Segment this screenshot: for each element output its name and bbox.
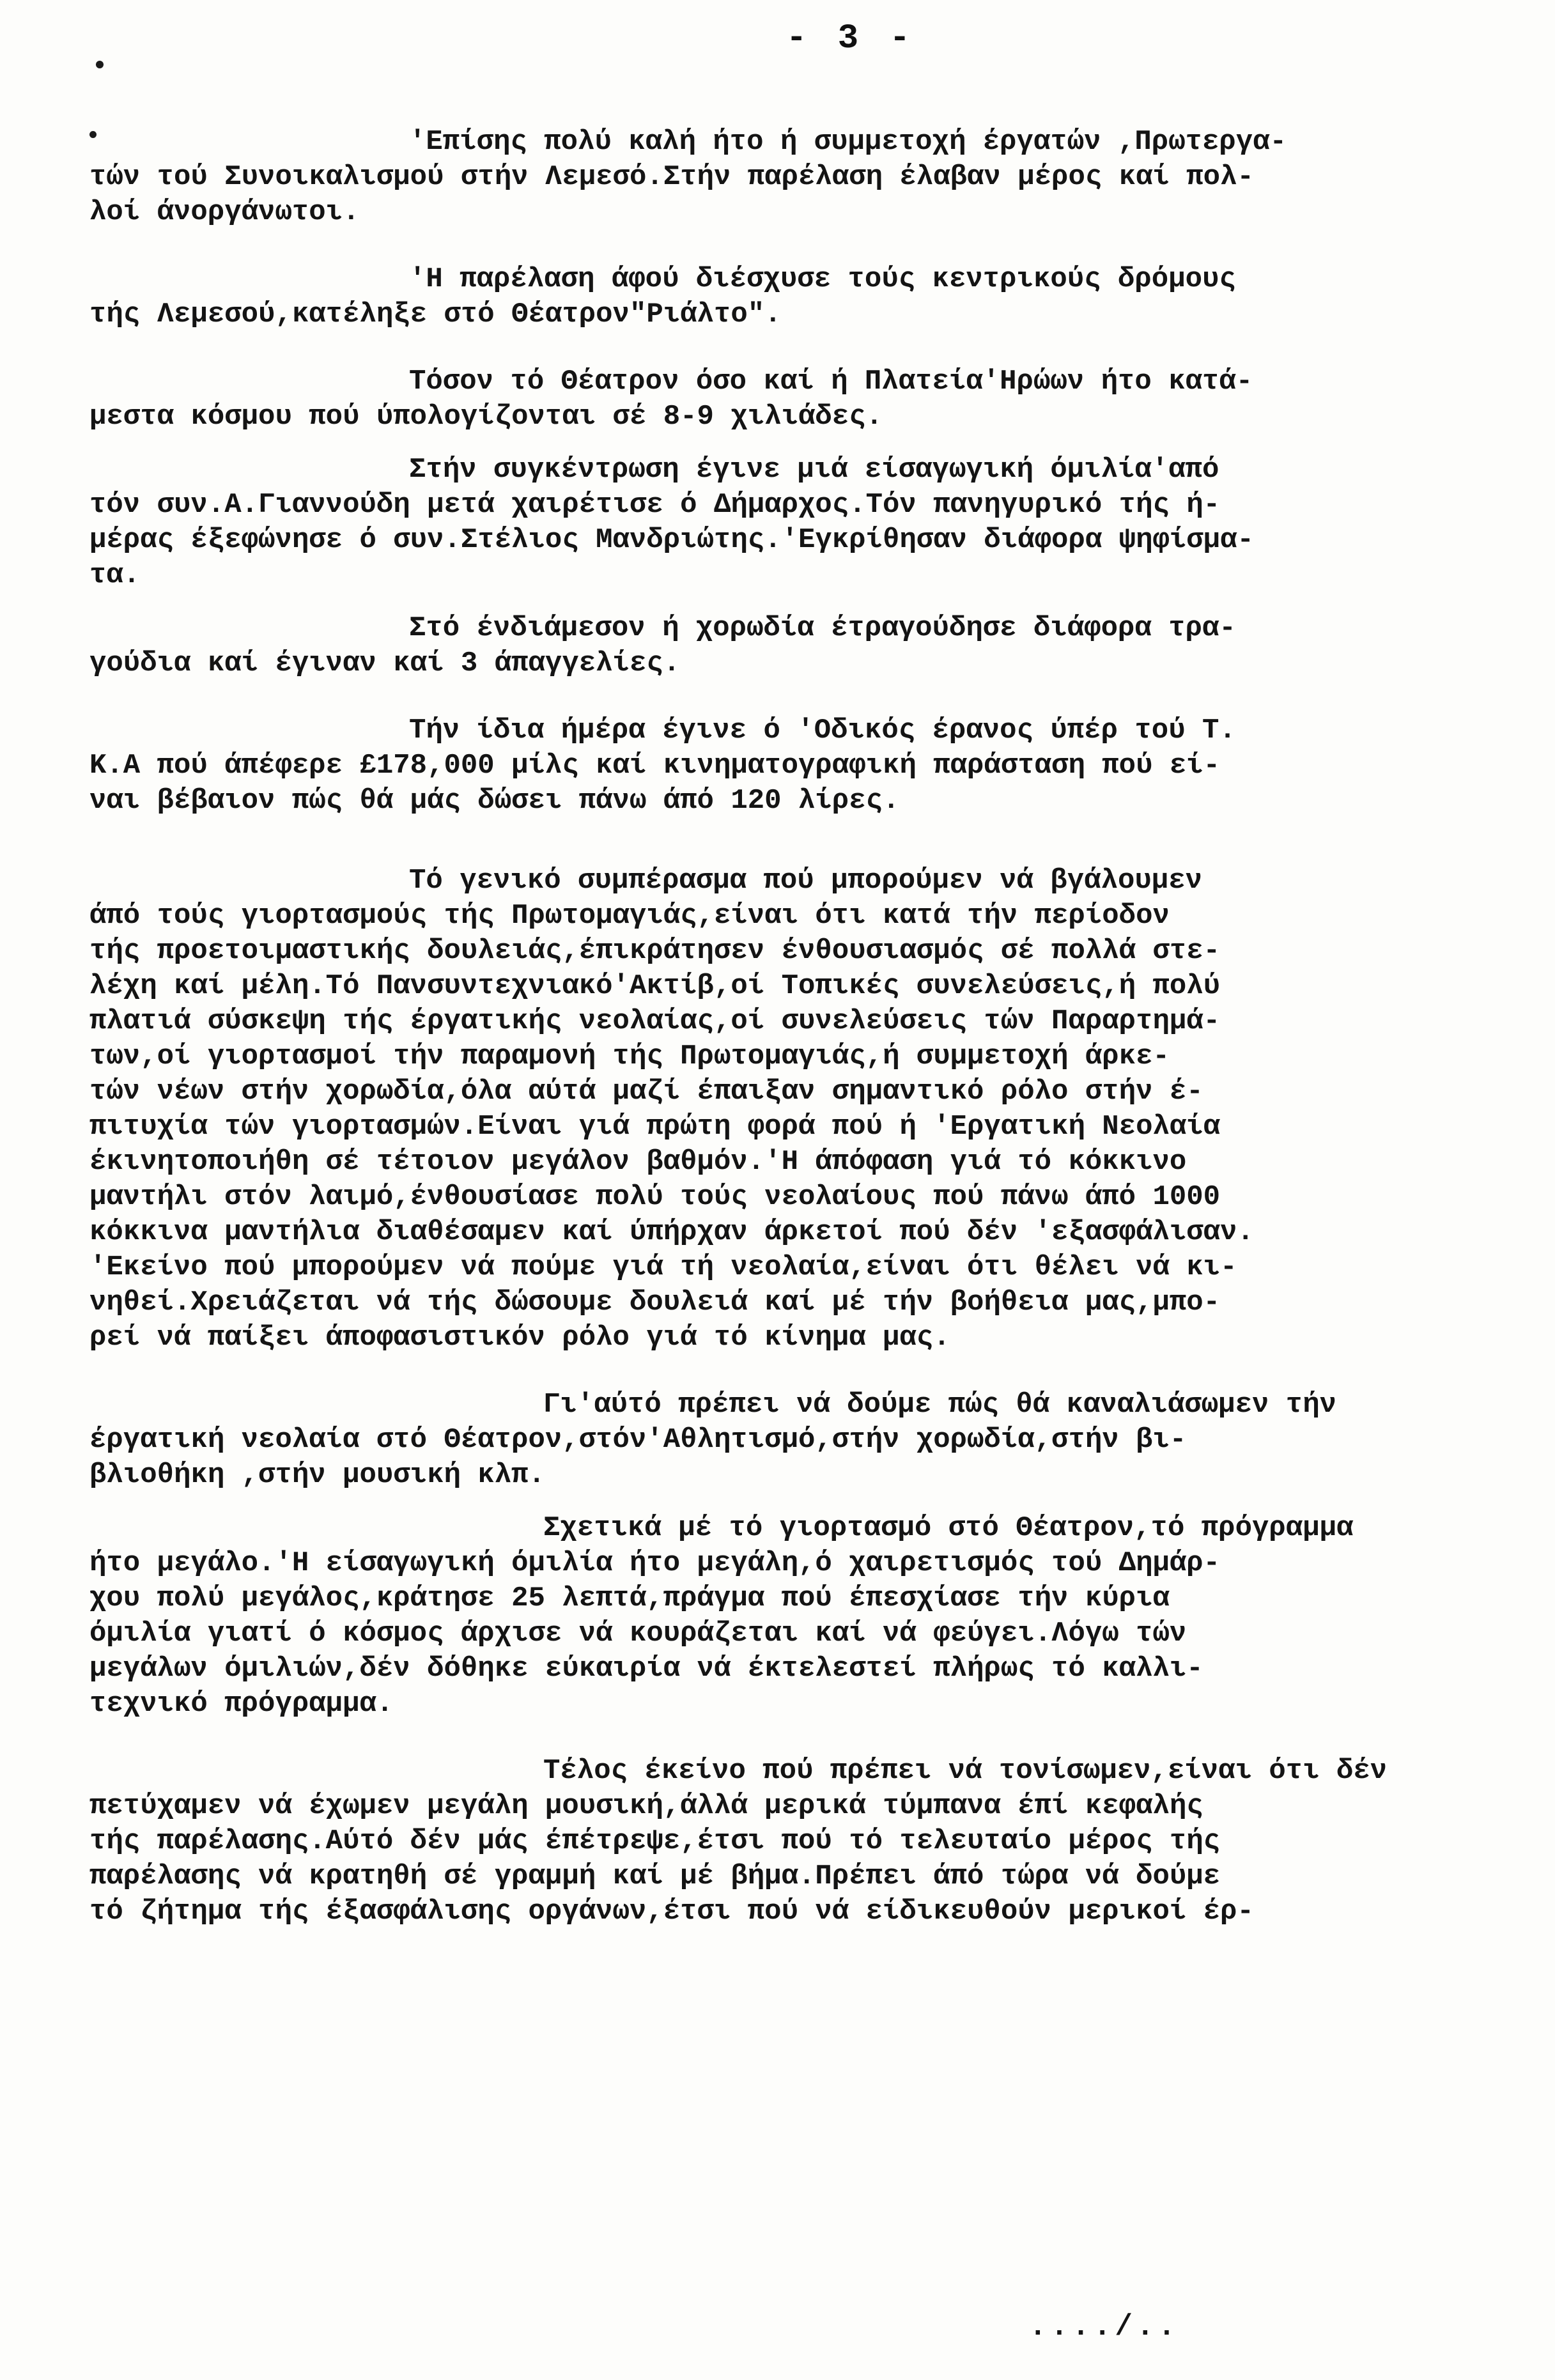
text-line: έργατική νεολαία στό Θέατρον,στόν'Αθλητισμό,στήν χορωδία,στήν βι- (89, 1424, 1187, 1456)
paragraph (89, 1754, 1515, 1929)
paragraph (89, 611, 1515, 681)
paragraph-gap (89, 681, 1515, 713)
margin-speck (96, 61, 104, 68)
text-line: χου πολύ μεγάλος,κράτησε 25 λεπτά,πράγμα πού έπεσχίασε τήν κύρια (89, 1582, 1170, 1614)
text-line: Κ.Α πού άπέφερε £178,000 μίλς καί κινηματογραφική παράσταση πού εί- (89, 750, 1221, 782)
text-line: τεχνικό πρόγραμμα. (89, 1688, 394, 1720)
paragraph-gap (89, 332, 1515, 364)
text-line: παρέλασης νά κρατηθή σέ γραμμή καί μέ βήμα.Πρέπει άπό τώρα νά δούμε (89, 1860, 1221, 1892)
text-line: Γι'αύτό πρέπει νά δούμε πώς θά καναλιάσωμεν τήν (543, 1389, 1337, 1421)
text-line: βλιοθήκη ,στήν μουσική κλπ. (89, 1459, 545, 1491)
text-line: 'Εκείνο πού μπορούμεν νά πούμε γιά τή νεολαία,είναι ότι θέλει νά κι- (89, 1251, 1237, 1283)
document-body (89, 125, 1515, 1961)
text-line: Στήν συγκέντρωση έγινε μιά είσαγωγική όμιλία'από (409, 454, 1219, 486)
paragraph-gap (89, 1929, 1515, 1961)
text-line: μεστα κόσμου πού ύπολογίζονται σέ 8-9 χιλιάδες. (89, 401, 883, 433)
text-line: όμιλία γιατί ό κόσμος άρχισε νά κουράζεται καί νά φεύγει.Λόγω τών (89, 1618, 1187, 1650)
text-line: τα. (89, 559, 141, 591)
text-line: πιτυχία τών γιορτασμών.Είναι γιά πρώτη φορά πού ή 'Εργατική Νεολαία (89, 1111, 1221, 1143)
text-line: ναι βέβαιον πώς θά μάς δώσει πάνω άπό 120 λίρες. (89, 785, 900, 817)
text-line: 'Η παρέλαση άφού διέσχυσε τούς κεντρικούς δρόμους (409, 263, 1236, 295)
text-line: πετύχαμεν νά έχωμεν μεγάλη μουσική,άλλά μερικά τύμπανα έπί κεφαλής (89, 1790, 1203, 1822)
text-line: Στό ένδιάμεσον ή χορωδία έτραγούδησε διάφορα τρα- (409, 612, 1236, 644)
paragraph-gap (89, 819, 1515, 863)
text-line: έκινητοποιήθη σέ τέτοιον μεγάλον βαθμόν.'Η άπόφαση γιά τό κόκκινο (89, 1146, 1187, 1178)
text-line: 'Επίσης πολύ καλή ήτο ή συμμετοχή έργατών ,Πρωτεργα- (409, 126, 1287, 158)
text-line: τής προετοιμαστικής δουλειάς,έπικράτησεν ένθουσιασμός σέ πολλά στε- (89, 935, 1221, 967)
text-line: Τήν ίδια ήμέρα έγινε ό 'Οδικός έρανος ύπέρ τού Τ. (409, 715, 1236, 746)
text-line: τών νέων στήν χορωδία,όλα αύτά μαζί έπαιξαν σημαντικό ρόλο στήν έ- (89, 1076, 1203, 1108)
page-number: - 3 - (786, 19, 916, 58)
text-line: νηθεί.Χρειάζεται νά τής δώσουμε δουλειά καί μέ τήν βοήθεια μας,μπο- (89, 1287, 1221, 1318)
paragraph-gap (89, 435, 1515, 452)
text-line: άπό τούς γιορτασμούς τής Πρωτομαγιάς,είναι ότι κατά τήν περίοδον (89, 900, 1170, 932)
text-line: τών τού Συνοικαλισμού στήν Λεμεσό.Στήν παρέλαση έλαβαν μέρος καί πολ- (89, 161, 1254, 193)
text-line: των,οί γιορτασμοί τήν παραμονή τής Πρωτομαγιάς,ή συμμετοχή άρκε- (89, 1040, 1170, 1072)
paragraph (89, 364, 1515, 435)
text-line: μεγάλων όμιλιών,δέν δόθηκε εύκαιρία νά έκτελεστεί πλήρως τό καλλι- (89, 1653, 1203, 1685)
text-line: τής Λεμεσού,κατέληξε στό Θέατρον"Ριάλτο". (89, 298, 782, 330)
text-line: τό ζήτημα τής έξασφάλισης οργάνων,έτσι πού νά είδικευθούν μερικοί έρ- (89, 1896, 1254, 1928)
paragraph-gap (89, 230, 1515, 262)
text-line: μέρας έξεφώνησε ό συν.Στέλιος Μανδριώτης.'Εγκρίθησαν διάφορα ψηφίσμα- (89, 524, 1254, 556)
text-line: γούδια καί έγιναν καί 3 άπαγγελίες. (89, 647, 681, 679)
text-line: Τό γενικό συμπέρασμα πού μπορούμεν νά βγάλουμεν (409, 865, 1203, 897)
paragraph (89, 452, 1515, 593)
text-line: κόκκινα μαντήλια διαθέσαμεν καί ύπήρχαν άρκετοί πού δέν 'εξασφάλισαν. (89, 1216, 1254, 1248)
text-line: Σχετικά μέ τό γιορτασμό στό Θέατρον,τό πρόγραμμα (543, 1512, 1354, 1544)
paragraph-gap (89, 1356, 1515, 1387)
text-line: ρεί νά παίξει άποφασιστικόν ρόλο γιά τό κίνημα μας. (89, 1322, 950, 1354)
paragraph-gap (89, 1493, 1515, 1511)
text-line: τής παρέλασης.Αύτό δέν μάς έπέτρεψε,έτσι πού τό τελευταίο μέρος τής (89, 1825, 1221, 1857)
paragraph (89, 863, 1515, 1356)
text-line: ήτο μεγάλο.'Η είσαγωγική όμιλία ήτο μεγάλη,ό χαιρετισμός τού Δημάρ- (89, 1547, 1221, 1579)
paragraph (89, 262, 1515, 332)
continuation-marker: ..../.. (1029, 2310, 1180, 2344)
paragraph-gap (89, 593, 1515, 611)
text-line: λοί άνοργάνωτοι. (89, 196, 360, 228)
text-line: τόν συν.Α.Γιαννούδη μετά χαιρέτισε ό Δήμαρχος.Τόν πανηγυρικό τής ή- (89, 489, 1221, 521)
text-line: πλατιά σύσκεψη τής έργατικής νεολαίας,οί συνελεύσεις τών Παραρτημά- (89, 1005, 1221, 1037)
paragraph (89, 125, 1515, 230)
text-line: λέχη καί μέλη.Τό Πανσυντεχνιακό'Ακτίβ,οί Τοπικές συνελεύσεις,ή πολύ (89, 970, 1221, 1002)
paragraph-gap (89, 1722, 1515, 1754)
paragraph (89, 713, 1515, 819)
text-line: μαντήλι στόν λαιμό,ένθουσίασε πολύ τούς νεολαίους πού πάνω άπό 1000 (89, 1181, 1221, 1213)
text-line: Τόσον τό Θέατρον όσο καί ή Πλατεία'Ηρώων ήτο κατά- (409, 366, 1253, 398)
paragraph (89, 1387, 1515, 1493)
text-line: Τέλος έκείνο πού πρέπει νά τονίσωμεν,είναι ότι δέν (543, 1755, 1388, 1787)
paragraph (89, 1511, 1515, 1722)
